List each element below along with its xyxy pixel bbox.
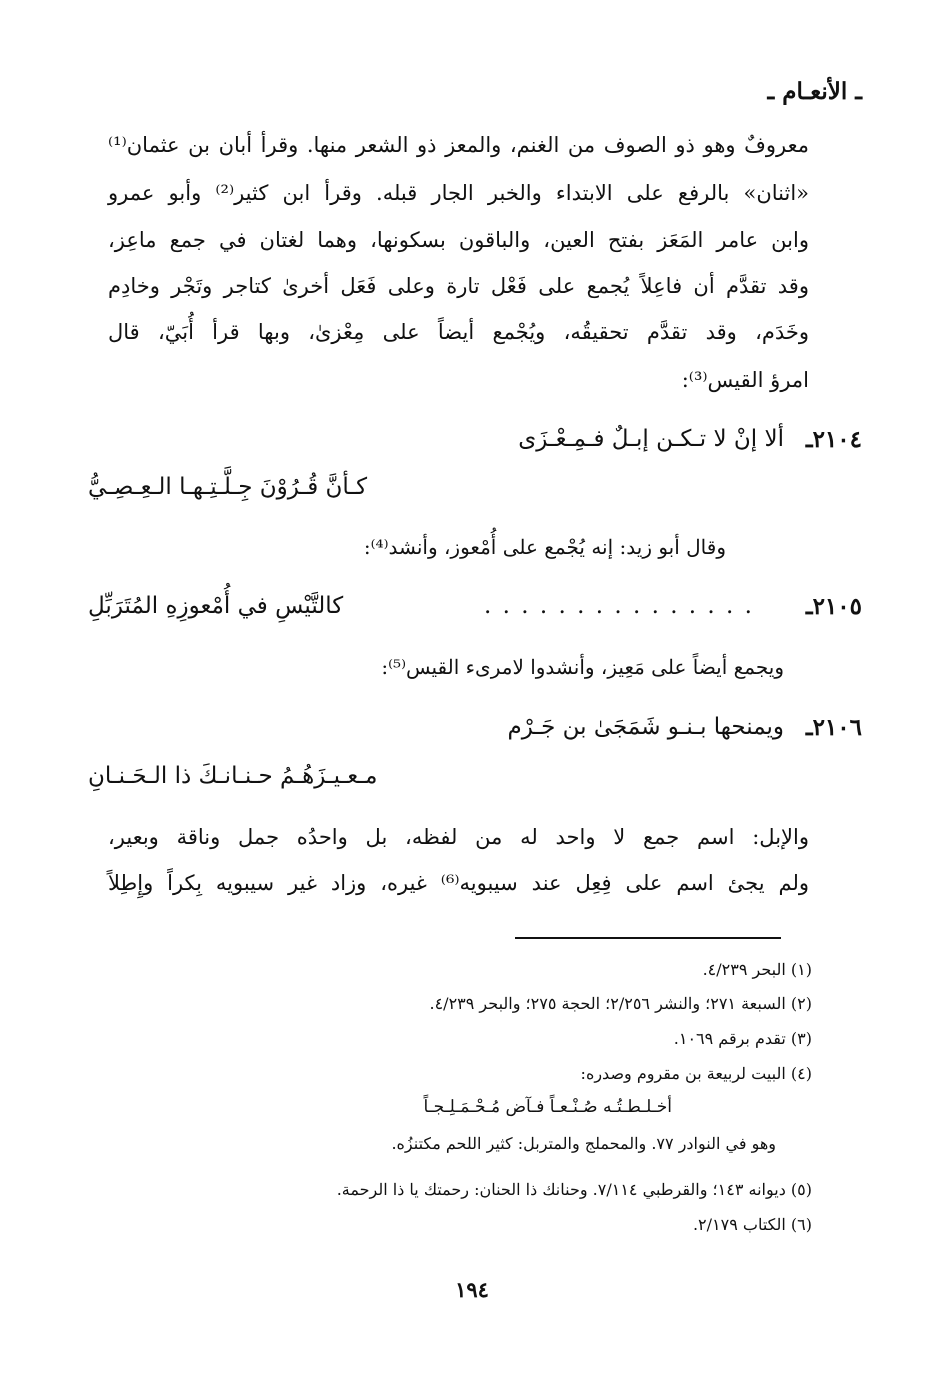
verse-hemistich-second: كـأنَّ قُـرُوْنَ جِـلَّـتِـهـا الـعِـصِـيُّ — [88, 474, 368, 500]
footnote: (٤) البيت لربيعة بن مقروم وصدره: — [580, 1064, 812, 1083]
verse-intro: ويجمع أيضاً على مَعِيز، وأنشدوا لامرىء القيس⁽⁵⁾: — [381, 655, 784, 679]
body-line: ولم يجئ اسم على فِعِل عند سيبويه⁽⁶⁾ غيره، وزاد غير سيبويه بِكراً وإِطِلاً — [108, 871, 809, 895]
verse-hemistich-first: ويمنحها بـنـو شَمَجَىٰ بن جَـرْم — [507, 714, 784, 740]
verse-number: ٢١٠٦ـ — [805, 714, 862, 741]
verse-hemistich-first: ألا إنْ لا تـكـن إبـلٌ فـمِـعْـزَى — [518, 426, 784, 452]
footnote: (٢) السبعة ٢٧١؛ والنشر ٢/٢٥٦؛ الحجة ٢٧٥؛ والبحر ٤/٢٣٩. — [429, 994, 812, 1013]
page-number: ١٩٤ — [455, 1277, 489, 1302]
body-line: والإبل: اسم جمع لا واحد له من لفظه، بل واحدُه جمل وناقة وبعير، — [108, 825, 809, 849]
body-line: معروفٌ وهو ذو الصوف من الغنم، والمعز ذو الشعر منها. وقرأ أبان بن عثمان⁽¹⁾ — [108, 133, 809, 157]
verse-hemistich-second: كالتَّيْسِ في أُمْعوزِهِ المُتَرَبِّلِ — [88, 593, 344, 619]
body-line: وابن عامر المَعَز بفتح العين، والباقون بسكونها، وهما لغتان في جمع ماعِز، — [108, 228, 809, 252]
verse-hemistich-second: مـعـيـزَهُـمُ حـنـانـكَ ذا الـحَـنـانِ — [88, 763, 378, 789]
verse-number: ٢١٠٥ـ — [805, 593, 862, 620]
footnote-verse: أخـلـطـتُـه صُـنْـعـاً فـآض مُـحْـمَـلِـجـاً — [423, 1097, 672, 1117]
footnote: (٣) تقدم برقم ١٠٦٩. — [673, 1029, 812, 1048]
footnote: (٥) ديوانه ١٤٣؛ والقرطبي ٧/١١٤. وحنانك ذا الحنان: رحمتك يا ذا الرحمة. — [336, 1180, 812, 1199]
footnote: وهو في النوادر ٧٧. والمحملج والمتربل: كثير اللحم مكتنزُه. — [391, 1134, 776, 1153]
verse-number: ٢١٠٤ـ — [805, 426, 862, 453]
footnote: (٦) الكتاب ٢/١٧٩. — [692, 1215, 812, 1234]
body-line: «اثنان» بالرفع على الابتداء والخبر الجار قبله. وقرأ ابن كثير⁽²⁾ وأبو عمرو — [108, 181, 810, 205]
footnote: (١) البحر ٤/٢٣٩. — [702, 960, 812, 979]
body-line: وقد تقدَّم أن فاعِلاً يُجمع على فَعْل تارة وعلى فَعَل أخرىٰ كتاجر وتَجْر وخادِم — [108, 274, 809, 298]
page-header: ـ الأنعـام ـ — [767, 78, 862, 105]
verse-intro: وقال أبو زيد: إنه يُجْمع على أُمْعوز، وأنشد⁽⁴⁾: — [363, 535, 726, 559]
verse-elided-ellipsis: . . . . . . . . . . . . . . . — [483, 593, 754, 619]
footnote-separator — [515, 937, 781, 939]
body-line: امرؤ القيس⁽³⁾: — [681, 368, 809, 392]
body-line: وخَدَم، وقد تقدَّم تحقيقُه، ويُجْمع أيضاً على مِعْزىٰ، وبها قرأ أُبَيّ، قال — [108, 320, 809, 344]
